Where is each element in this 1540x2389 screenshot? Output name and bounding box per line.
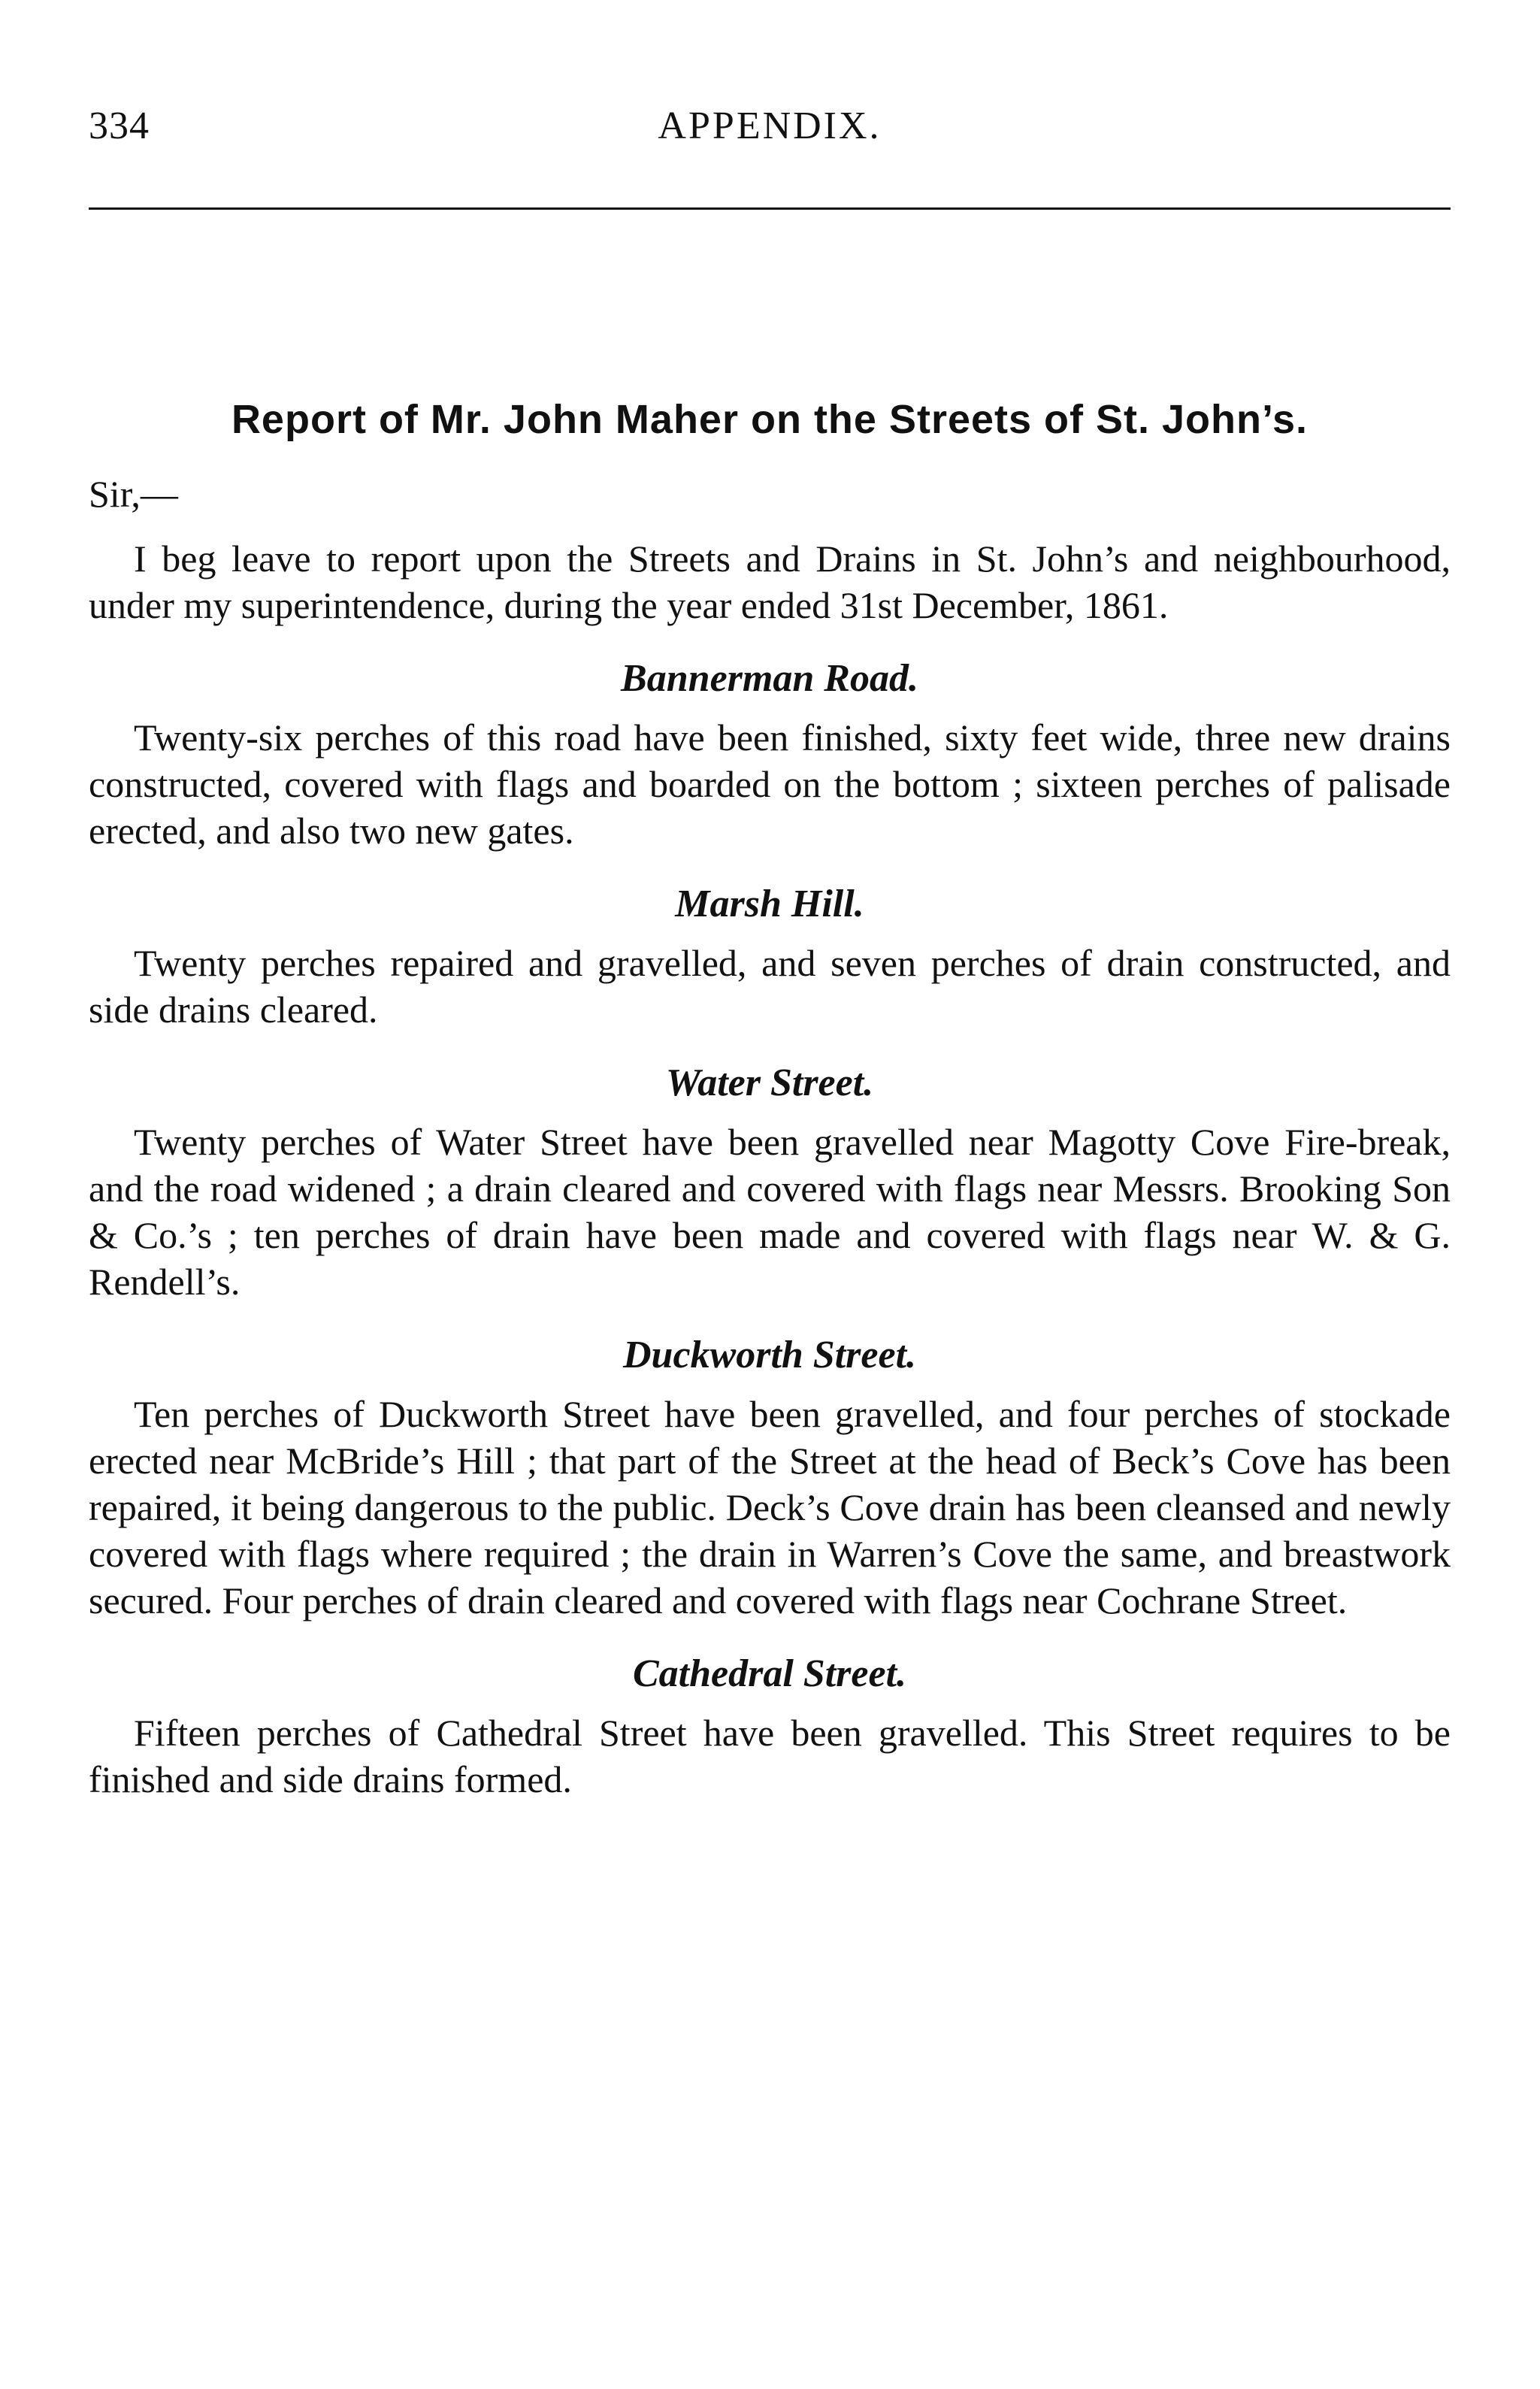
section-heading: Water Street.: [665, 1061, 874, 1104]
section-cathedral-street: [89, 1651, 1451, 1803]
section-paragraph: Twenty-six perches of this road have been finished, sixty feet wide, three new drains constructed, covered with flags and boarded on the bottom ; sixteen perches of palisade erected, and also two new gates.: [89, 716, 1451, 852]
section-heading: Duckworth Street.: [622, 1334, 917, 1376]
header-rule: [89, 207, 1451, 210]
section-water-street: [89, 1060, 1451, 1305]
section-bannerman-road: [89, 656, 1451, 854]
report-title: Report of Mr. John Maher on the Streets of St. John’s.: [231, 397, 1309, 442]
section-paragraph: Twenty perches of Water Street have been gravelled near Magotty Cove Fire-break, and the road widened ; a drain cleared and covered with flags near Messrs. Brooking Son & Co.’s ; ten perches of drain have been made and covered with flags near W. & G. Rendell’s.: [89, 1121, 1451, 1303]
section-duckworth-street: [89, 1332, 1451, 1624]
intro-paragraph: I beg leave to report upon the Streets and Drains in St. John’s and neighbourhood, under my superintendence, during the year ended 31st December, 1861.: [89, 537, 1451, 626]
section-heading: Bannerman Road.: [621, 657, 918, 700]
section-heading: Cathedral Street.: [632, 1652, 907, 1695]
running-title: APPENDIX.: [658, 104, 882, 147]
page-number: 334: [89, 104, 150, 147]
salutation: Sir,—: [89, 473, 178, 515]
report-body: [89, 391, 1451, 1803]
section-paragraph: Fifteen perches of Cathedral Street have been gravelled. This Street requires to be finished and side drains formed.: [89, 1712, 1451, 1800]
section-paragraph: Ten perches of Duckworth Street have been gravelled, and four perches of stockade erected near McBride’s Hill ; that part of the Street at the head of Beck’s Cove has been repaired, it being dangerous to the public. Deck’s Cove drain has been cleansed and newly covered with flags where required ; the drain in Warren’s Cove the same, and breastwork secured. Four perches of drain cleared and covered with flags near Cochrane Street.: [89, 1393, 1451, 1621]
section-heading: Marsh Hill.: [675, 883, 864, 925]
running-header: [89, 104, 1451, 156]
section-marsh-hill: [89, 881, 1451, 1033]
section-paragraph: Twenty perches repaired and gravelled, and seven perches of drain constructed, and side drains cleared.: [89, 942, 1451, 1031]
